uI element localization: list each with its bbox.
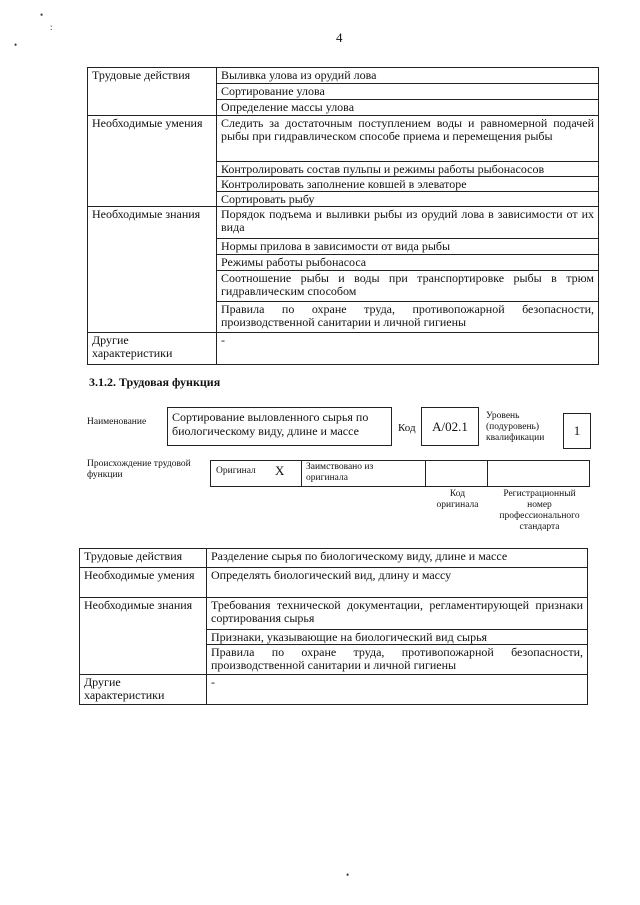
code-value: А/02.1 — [421, 407, 479, 446]
table-cell: Признаки, указывающие на биологический вид сырья — [207, 630, 588, 645]
table-cell: Сортировать рыбу — [217, 192, 599, 207]
row-label-other-characteristics: Другие характеристики — [88, 333, 217, 365]
table-cell: Контролировать заполнение ковшей в элеваторе — [217, 177, 599, 192]
name-value: Сортирование выловленного сырья по биологическому виду, длине и массе — [172, 410, 369, 438]
code-original-caption: Код оригинала — [436, 489, 479, 510]
table-cell: Режимы работы рыбонасоса — [217, 255, 599, 271]
table-cell: Следить за достаточным поступлением воды и равномерной подачей рыбы при гидравлическом способе приема и перемещения рыбы — [217, 116, 599, 162]
table-cell: Соотношение рыбы и воды при транспортировке рыбы в трюм гидравлическим способом — [217, 271, 599, 302]
table-cell: Контролировать состав пульпы и режимы работы рыбонасосов — [217, 162, 599, 177]
row-label-required-knowledge: Необходимые знания — [80, 598, 207, 675]
table-cell: Определение массы улова — [217, 100, 599, 116]
scan-speck: • — [40, 10, 44, 20]
table-cell: Нормы прилова в зависимости от вида рыбы — [217, 239, 599, 255]
code-label: Код — [398, 422, 416, 434]
table-cell: - — [217, 333, 599, 365]
table-cell: Правила по охране труда, противопожарной безопасности, производственной санитарии и личной гигиены — [207, 645, 588, 675]
table-cell: Определять биологический вид, длину и массу — [207, 568, 588, 598]
labor-functions-table-2 — [79, 548, 588, 705]
level-label: Уровень (подуровень) квалификации — [486, 411, 545, 443]
name-value-box — [167, 407, 392, 446]
original-label: Оригинал — [216, 466, 256, 476]
table-cell: Правила по охране труда, противопожарной безопасности, производственной санитарии и личной гигиены — [217, 302, 599, 333]
scan-speck: • — [346, 870, 350, 880]
table-cell: Порядок подъема и выливки рыбы из орудий лова в зависимости от их вида — [217, 207, 599, 239]
table-cell: - — [207, 675, 588, 705]
labor-functions-table-1 — [87, 67, 599, 365]
origin-label: Происхождение трудовой функции — [87, 459, 191, 480]
name-label: Наименование — [87, 417, 147, 427]
table-cell: Требования технической документации, регламентирующей признаки сортирования сырья — [207, 598, 588, 630]
section-title: 3.1.2. Трудовая функция — [89, 375, 221, 389]
borrowed-label: Заимствовано из оригинала — [306, 462, 374, 483]
table-cell: Выливка улова из орудий лова — [217, 68, 599, 84]
row-label-required-skills: Необходимые умения — [80, 568, 207, 598]
registration-caption: Регистрационный номер профессионального стандарта — [499, 489, 580, 532]
row-label-required-skills: Необходимые умения — [88, 116, 217, 207]
row-label-other-characteristics: Другие характеристики — [80, 675, 207, 705]
row-label-required-knowledge: Необходимые знания — [88, 207, 217, 333]
level-value: 1 — [563, 413, 591, 449]
row-label-labor-actions: Трудовые действия — [80, 549, 207, 568]
scan-speck: • — [14, 40, 18, 50]
page-number: 4 — [336, 30, 343, 45]
row-label-labor-actions: Трудовые действия — [88, 68, 217, 116]
original-mark: X — [275, 463, 285, 478]
table-cell: Сортирование улова — [217, 84, 599, 100]
table-cell: Разделение сырья по биологическому виду, длине и массе — [207, 549, 588, 568]
scan-speck: : — [50, 22, 53, 32]
